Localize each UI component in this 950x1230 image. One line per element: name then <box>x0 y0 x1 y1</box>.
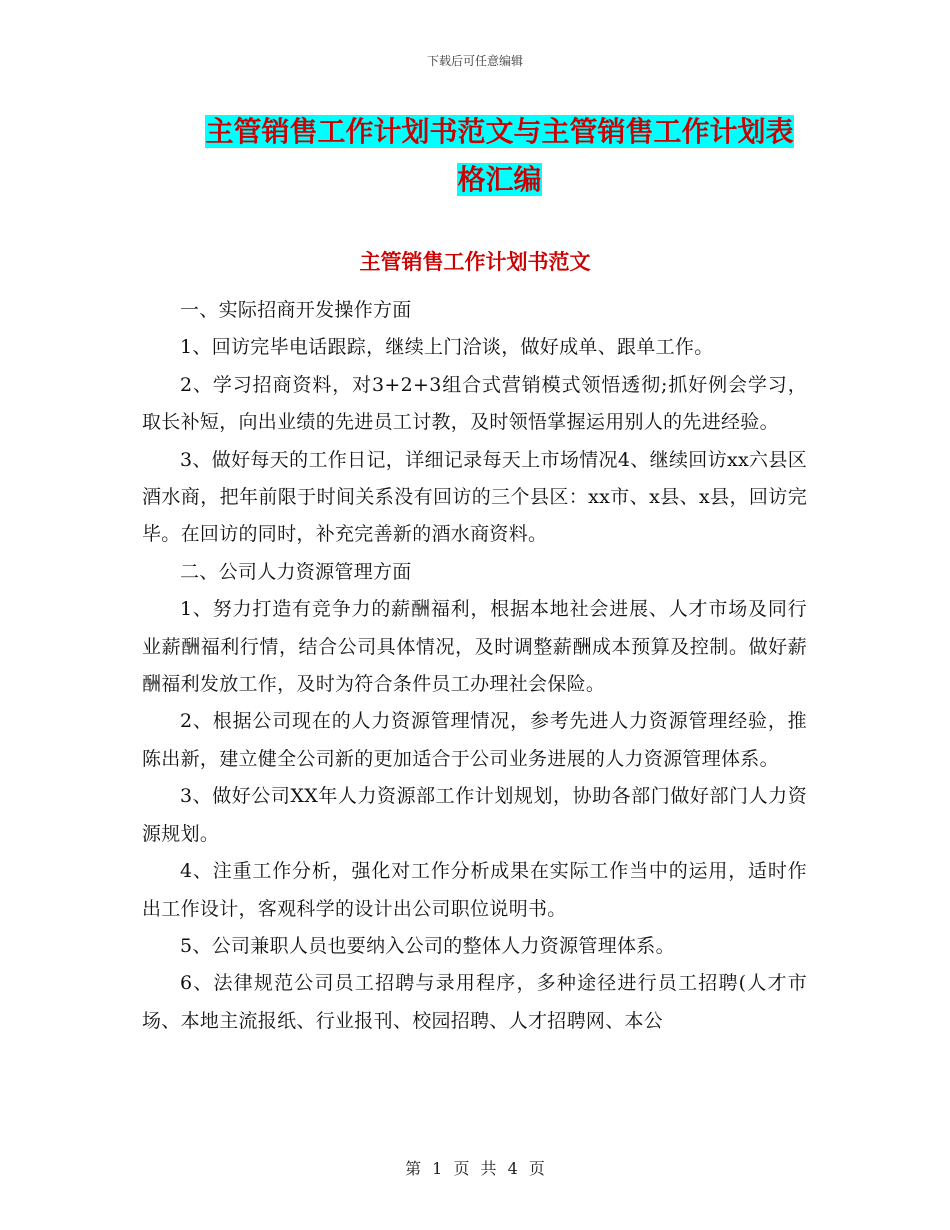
paragraph: 3、做好每天的工作日记，详细记录每天上市场情况4、继续回访xx六县区酒水商，把年前限于时间关系没有回访的三个县区：xx市、x县、x县，回访完毕。在回访的同时，补充完善新的酒水商资料。 <box>142 448 807 546</box>
page-footer: 第 1 页 共 4 页 <box>405 1159 545 1178</box>
paragraph: 2、学习招商资料，对3+2+3组合式营销模式领悟透彻;抓好例会学习，取长补短，向出业绩的先进员工讨教，及时领悟掌握运用别人的先进经验。 <box>142 373 807 434</box>
paragraph: 4、注重工作分析，强化对工作分析成果在实际工作当中的运用，适时作出工作设计，客观科学的设计出公司职位说明书。 <box>142 860 807 920</box>
document-title-text: 主管销售工作计划书范文与主管销售工作计划表格汇编 <box>205 115 794 196</box>
header-note: 下载后可任意编辑 <box>426 54 523 68</box>
section-title: 主管销售工作计划书范文 <box>359 250 591 274</box>
paragraph: 一、实际招商开发操作方面 <box>180 299 412 321</box>
paragraph: 5、公司兼职人员也要纳入公司的整体人力资源管理体系。 <box>180 934 675 957</box>
paragraph: 2、根据公司现在的人力资源管理情况，参考先进人力资源管理经验，推陈出新，建立健全公司新的更加适合于公司业务进展的人力资源管理体系。 <box>142 710 807 770</box>
paragraph: 二、公司人力资源管理方面 <box>180 560 412 583</box>
paragraph: 1、回访完毕电话跟踪，继续上门洽谈，做好成单、跟单工作。 <box>180 336 714 359</box>
document-title <box>192 108 807 204</box>
paragraph: 6、法律规范公司员工招聘与录用程序，多种途径进行员工招聘(人才市场、本地主流报纸、行业报刊、校园招聘、人才招聘网、本公 <box>142 972 807 1032</box>
body-text <box>142 292 807 1040</box>
paragraph: 3、做好公司XX年人力资源部工作计划规划，协助各部门做好部门人力资源规划。 <box>142 785 807 845</box>
paragraph: 1、努力打造有竞争力的薪酬福利，根据本地社会进展、人才市场及同行业薪酬福利行情，结合公司具体情况，及时调整薪酬成本预算及控制。做好薪酬福利发放工作，及时为符合条件员工办理社会保险。 <box>142 598 807 696</box>
